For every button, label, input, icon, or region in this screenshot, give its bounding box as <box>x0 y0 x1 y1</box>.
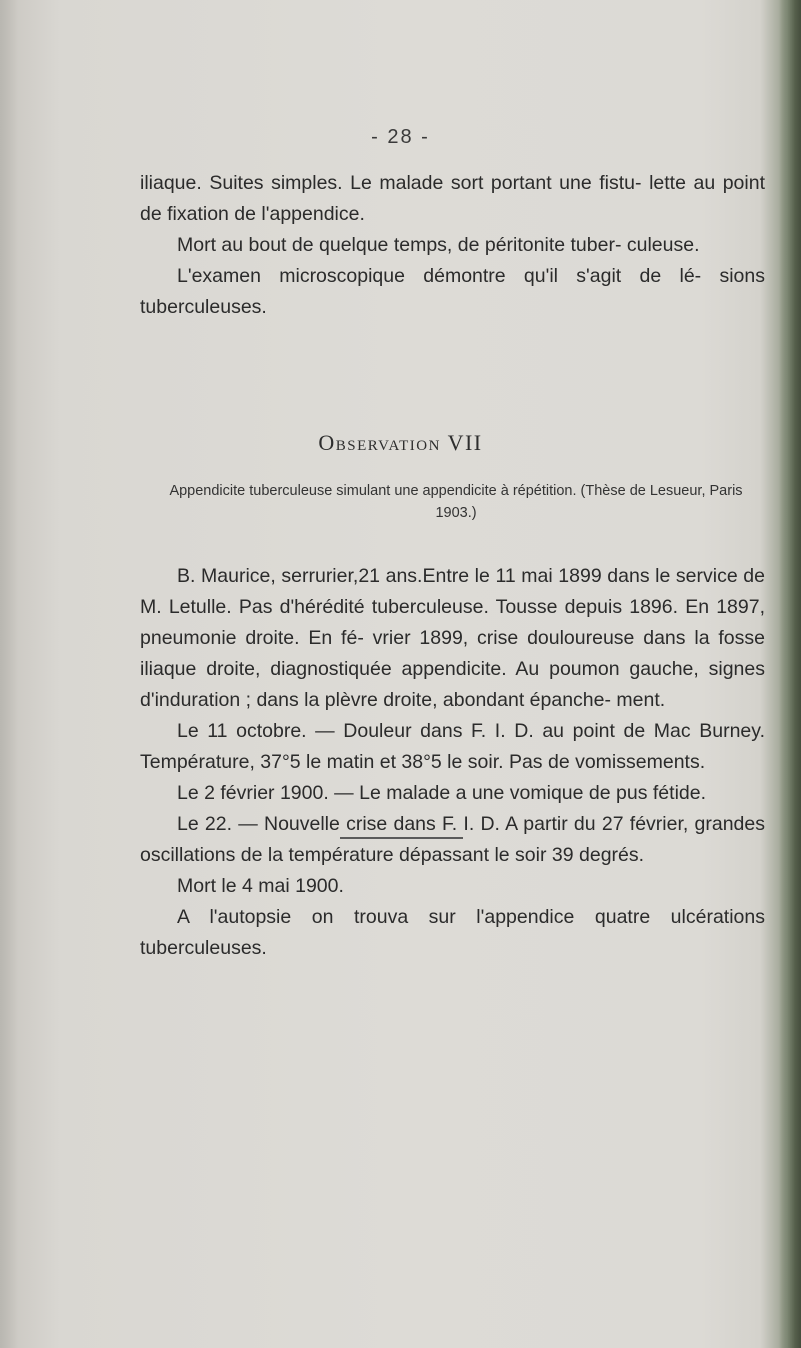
paragraph-3: L'examen microscopique démontre qu'il s'agit de lé- sions tuberculeuses. <box>140 265 765 318</box>
page-number: - 28 - <box>371 126 430 148</box>
observation-caption: Appendicite tuberculeuse simulant une appendicite à répétition. (Thèse de Lesueur, Paris 1903.) <box>169 483 743 521</box>
observation-paragraph-1: B. Maurice, serrurier,21 ans.Entre le 11 mai 1899 dans le service de M. Letulle. Pas d'hérédité tuberculeuse. Tousse depuis 1896. En 1897, pneumonie droite. En fé- vrier 1899, crise douloureuse dans la fosse iliaque droite, diagnostiquée appendicite. Au poumon gauche, signes d'induration ; dans la plèvre droite, abondant épanche- ment. <box>140 565 765 711</box>
closing-rule <box>340 837 463 839</box>
paragraph-2: Mort au bout de quelque temps, de péritonite tuber- culeuse. <box>177 234 700 256</box>
observation-paragraph-2: Le 11 octobre. — Douleur dans F. I. D. au point de Mac Burney. Température, 37°5 le matin et 38°5 le soir. Pas de vomissements. <box>140 720 765 773</box>
observation-paragraph-3: Le 2 février 1900. — Le malade a une vomique de pus fétide. <box>177 782 707 804</box>
top-text-block <box>140 168 765 323</box>
observation-text-block <box>140 561 765 964</box>
paragraph-1: iliaque. Suites simples. Le malade sort portant une fistu- lette au point de fixation de l'appendice. <box>140 172 765 225</box>
observation-title: Observation VII <box>318 430 483 455</box>
page-binding-edge <box>779 0 801 1348</box>
observation-paragraph-5: Mort le 4 mai 1900. <box>177 875 344 897</box>
page-left-shadow <box>0 0 18 1348</box>
observation-paragraph-4: Le 22. — Nouvelle crise dans F. I. D. A partir du 27 février, grandes oscillations de la température dépassant le soir 39 degrés. <box>140 813 765 866</box>
observation-paragraph-6: A l'autopsie on trouva sur l'appendice quatre ulcérations tuberculeuses. <box>140 906 765 959</box>
